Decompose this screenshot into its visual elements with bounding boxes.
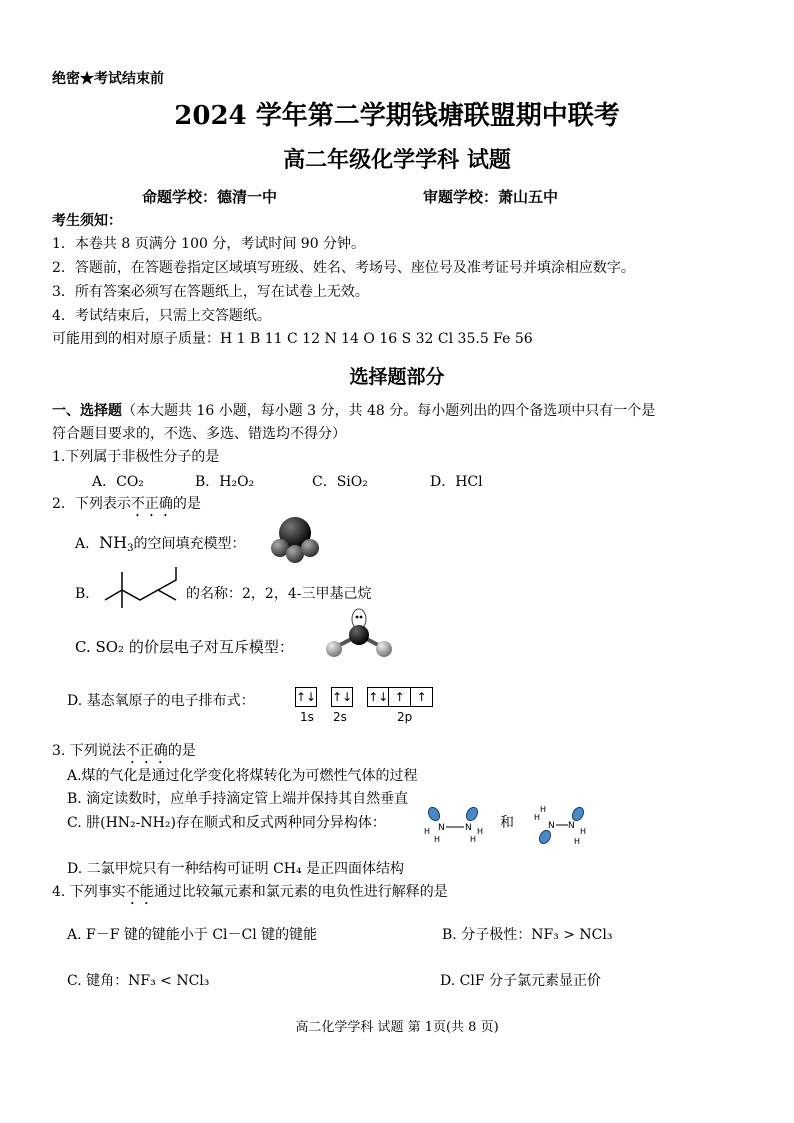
- q4-option-b: B. 分子极性：NF₃ > NCl₃: [442, 927, 613, 943]
- notice-item: 3．所有答案必须写在答题纸上，写在试卷上无效。: [52, 284, 369, 300]
- q3-emphasis: 不正确: [125, 743, 168, 759]
- svg-text:H: H: [434, 835, 441, 844]
- so2-vsepr-model: [322, 605, 396, 661]
- orbital-box: ↑: [389, 687, 411, 707]
- atomic-mass-line: 可能用到的相对原子质量：H 1 B 11 C 12 N 14 O 16 S 32 Cl 35.5 Fe 56: [52, 331, 533, 347]
- section-intro-line2: 符合题目要求的，不选、多选、错选均不得分）: [52, 426, 346, 442]
- svg-text:H: H: [477, 827, 484, 836]
- q2-option-d-text: D. 基态氧原子的电子排布式：: [67, 693, 255, 709]
- q1-option-b: B．H₂O₂: [195, 474, 255, 490]
- nh3-space-filling-model: [266, 514, 324, 566]
- notice-item: 2．答题前，在答题卷指定区域填写班级、姓名、考场号、座位号及准考证号并填涂相应数字。: [52, 260, 635, 276]
- q1-option-a: A．CO₂: [92, 474, 144, 490]
- orbital-diagram: [295, 686, 433, 707]
- orbital-label: 1s: [300, 710, 314, 724]
- skeletal-structure: [100, 562, 190, 612]
- q1-option-d: D．HCl: [430, 474, 483, 490]
- q3-option-a: A.煤的气化是通过化学变化将煤转化为可燃性气体的过程: [67, 768, 418, 784]
- svg-text:N: N: [438, 823, 445, 833]
- q3-option-d: D. 二氯甲烷只有一种结构可证明 CH₄ 是正四面体结构: [67, 861, 405, 877]
- q2-option-b-text: 的名称：2，2，4-三甲基己烷: [186, 586, 372, 602]
- svg-text:N: N: [568, 821, 575, 831]
- secret-label: 绝密★考试结束前: [52, 71, 164, 87]
- orbital-box: ↑↓: [367, 687, 389, 707]
- svg-text:H: H: [534, 813, 541, 822]
- svg-text:N: N: [465, 823, 472, 833]
- orbital-label: 2p: [397, 710, 413, 724]
- section-intro-bold: 一、选择题: [52, 403, 122, 419]
- orbital-box: ↑↓: [295, 687, 317, 707]
- q4-stem: 4. 下列事实不能通过比较氟元素和氯元素的电负性进行解释的是: [52, 884, 448, 900]
- q3-option-c: C. 肼(HN₂-NH₂)存在顺式和反式两种同分异构体：: [67, 815, 386, 831]
- svg-text:H: H: [470, 835, 477, 844]
- hydrazine-trans-structure: [530, 804, 598, 850]
- q2-option-a: A．$NH_3$的空间填充模型：: [75, 533, 246, 554]
- q4-option-d: D. ClF 分子氯元素显正价: [440, 973, 601, 989]
- q2-emphasis: 不正确: [130, 496, 173, 512]
- exam-subtitle: 高二年级化学学科 试题: [283, 147, 511, 173]
- svg-text:H: H: [574, 837, 581, 846]
- q1-stem: 1.下列属于非极性分子的是: [52, 449, 220, 465]
- section-title: 选择题部分: [349, 366, 445, 388]
- reviewer-school: 审题学校：萧山五中: [423, 188, 559, 206]
- section-intro-line1: （本大题共 16 小题，每小题 3 分，共 48 分。每小题列出的四个备选项中只有一个是: [122, 403, 656, 419]
- notice-item: 1．本卷共 8 页满分 100 分，考试时间 90 分钟。: [52, 236, 366, 252]
- svg-text:H: H: [580, 827, 587, 836]
- orbital-label: 2s: [333, 710, 347, 724]
- exam-title: 2024 学年第二学期钱塘联盟期中联考: [174, 101, 620, 131]
- svg-text:H: H: [424, 827, 431, 836]
- svg-text:H: H: [540, 805, 547, 814]
- q1-option-c: C．SiO₂: [312, 474, 368, 490]
- q2-stem: 2．下列表示不正确的是: [52, 496, 201, 512]
- notice-heading: 考生须知：: [52, 213, 122, 229]
- q2-option-b-label: B．: [75, 586, 100, 602]
- q4-option-a: A. F－F 键的键能小于 Cl－Cl 键的键能: [67, 927, 318, 943]
- orbital-box: ↑↓: [331, 687, 353, 707]
- orbital-box: ↑: [411, 687, 433, 707]
- hydrazine-cis-structure: [420, 804, 492, 846]
- q2-option-c-text: C. SO₂ 的价层电子对互斥模型：: [75, 638, 294, 656]
- proposer-school: 命题学校：德清一中: [142, 188, 278, 206]
- page-footer: 高二化学学科 试题 第 1页(共 8 页): [295, 1020, 499, 1035]
- q4-emphasis: 不能: [125, 884, 154, 900]
- svg-text:N: N: [548, 821, 555, 831]
- q3-stem: 3. 下列说法不正确的是: [52, 743, 196, 759]
- q3-option-b: B. 滴定读数时，应单手持滴定管上端并保持其自然垂直: [67, 791, 409, 807]
- notice-item: 4．考试结束后，只需上交答题纸。: [52, 308, 271, 324]
- q4-option-c: C. 键角：NF₃ < NCl₃: [67, 973, 210, 989]
- q3-and: 和: [500, 815, 514, 831]
